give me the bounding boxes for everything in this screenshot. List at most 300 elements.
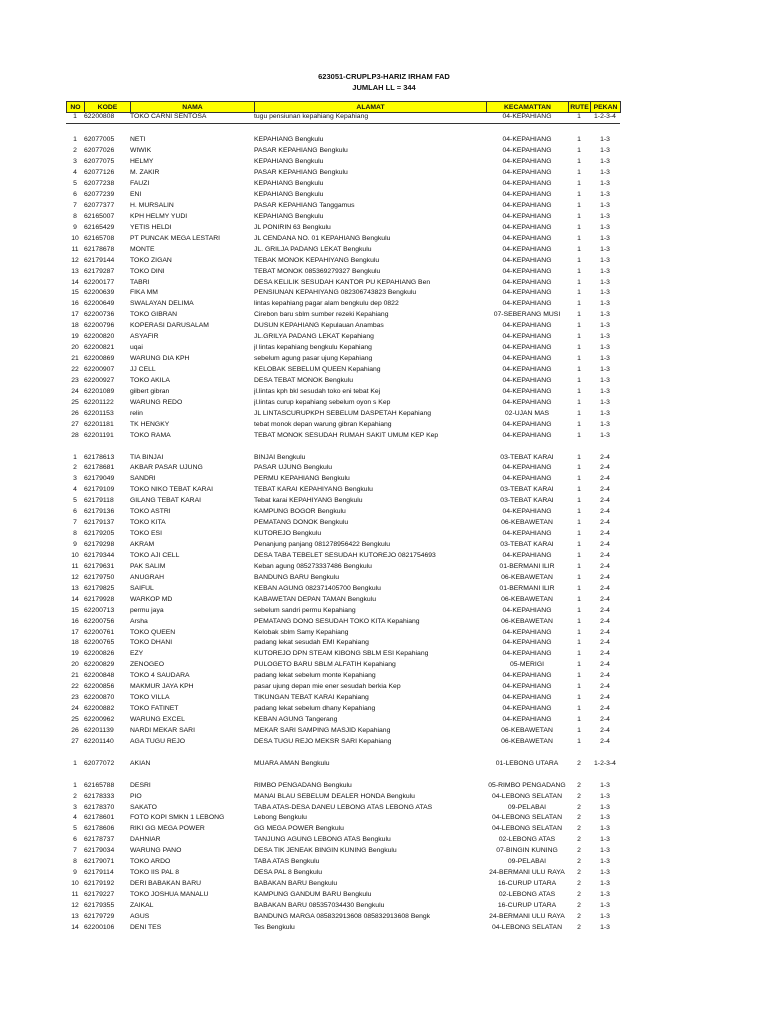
cell-pekan: 1-3 <box>600 256 610 264</box>
table-row <box>66 802 620 813</box>
cell-no: 17 <box>71 628 79 636</box>
cell-rute: 1 <box>577 256 581 264</box>
cell-pekan: 1-3 <box>600 912 610 920</box>
cell-pekan: 2-4 <box>600 562 610 570</box>
cell-kode: 62178601 <box>84 814 115 822</box>
table-row <box>66 518 620 529</box>
cell-pekan: 1-3 <box>600 169 610 177</box>
cell-pekan <box>590 441 620 452</box>
cell-nama: NETI <box>130 136 146 144</box>
cell-rute: 1 <box>577 475 581 483</box>
cell-rute: 1 <box>577 212 581 220</box>
cell-no: 23 <box>71 376 79 384</box>
cell-alamat: DUSUN KEPAHIANG Kepulauan Anambas <box>254 322 384 330</box>
cell-kecamatan <box>486 769 568 780</box>
cell-alamat: PASAR KEPAHIANG Bengkulu <box>254 169 348 177</box>
document-title: 623051-CRUPLP3-HARIZ IRHAM FAD <box>318 72 450 81</box>
cell-nama <box>130 123 254 134</box>
cell-rute: 2 <box>577 923 581 931</box>
table-row <box>66 758 620 769</box>
cell-kode: 62179205 <box>84 530 115 538</box>
cell-kecamatan: 04-KEPAHIANG <box>502 387 552 395</box>
cell-nama: TOKO DINI <box>130 267 165 275</box>
cell-kecamatan: 04-KEPAHIANG <box>502 158 552 166</box>
table-row <box>66 660 620 671</box>
cell-nama: JJ CELL <box>130 366 156 374</box>
cell-kode <box>84 123 130 134</box>
cell-nama: SANDRI <box>130 475 156 483</box>
cell-kode: 62201122 <box>84 398 114 406</box>
cell-no <box>66 769 84 780</box>
cell-pekan: 2-4 <box>600 606 610 614</box>
cell-kode: 62077239 <box>84 191 115 199</box>
cell-kode: 62178678 <box>84 245 115 253</box>
cell-alamat: Kelobak sblm Samy Kepahiang <box>254 628 349 636</box>
cell-kode: 62179227 <box>84 891 115 899</box>
cell-pekan: 1-3 <box>600 278 610 286</box>
cell-alamat: TABA ATAS Bengkulu <box>254 858 320 866</box>
cell-no: 11 <box>71 891 79 899</box>
table-row <box>66 211 620 222</box>
cell-kecamatan: 04-KEPAHIANG <box>502 267 552 275</box>
cell-nama: TOKO VILLA <box>130 694 170 702</box>
cell-kode: 62178333 <box>84 792 115 800</box>
cell-rute: 1 <box>577 672 581 680</box>
cell-nama: WARUNG REDO <box>130 398 183 406</box>
cell-kecamatan: 06-KEBAWETAN <box>501 595 553 603</box>
cell-nama: EZY <box>130 650 144 658</box>
cell-pekan: 2-4 <box>600 584 610 592</box>
header-kode: KODE <box>85 102 131 113</box>
cell-pekan: 2-4 <box>600 508 610 516</box>
cell-kode: 62178370 <box>84 803 115 811</box>
cell-no: 20 <box>71 344 79 352</box>
cell-kecamatan: 06-KEBAWETAN <box>501 737 553 745</box>
table-row <box>66 277 620 288</box>
table-row <box>66 179 620 190</box>
table-row <box>66 343 620 354</box>
cell-alamat: KAMPUNG GANDUM BARU Bengkulu <box>254 891 372 899</box>
cell-no <box>66 123 84 134</box>
cell-kode: 62201153 <box>84 409 114 417</box>
cell-pekan: 2-4 <box>600 464 610 472</box>
cell-no: 21 <box>71 672 79 680</box>
cell-kecamatan: 04-KEPAHIANG <box>502 322 552 330</box>
cell-nama: RIKI GG MEGA POWER <box>130 825 205 833</box>
table-row <box>66 813 620 824</box>
customer-table <box>66 112 620 933</box>
table-row <box>66 671 620 682</box>
cell-kecamatan: 04-KEPAHIANG <box>502 683 552 691</box>
cell-kode: 62179136 <box>84 508 115 516</box>
cell-kecamatan: 04-KEPAHIANG <box>502 147 552 155</box>
cell-kecamatan: 04-KEPAHIANG <box>502 169 552 177</box>
cell-no: 2 <box>73 792 77 800</box>
cell-alamat <box>254 769 486 780</box>
table-row <box>66 354 620 365</box>
cell-kecamatan: 04-KEPAHIANG <box>502 672 552 680</box>
cell-kode: 62201139 <box>84 726 114 734</box>
cell-pekan: 1-3 <box>600 289 610 297</box>
cell-alamat: TABA ATAS-DESA DANEU LEBONG ATAS LEBONG ATAS <box>254 803 433 811</box>
cell-no: 20 <box>71 661 79 669</box>
cell-pekan: 2-4 <box>600 573 610 581</box>
cell-kecamatan: 03-TEBAT KARAI <box>500 497 554 505</box>
cell-pekan: 1-3 <box>600 158 610 166</box>
cell-pekan: 1-3 <box>600 825 610 833</box>
cell-rute: 1 <box>577 705 581 713</box>
cell-alamat: BANDUNG BARU Bengkulu <box>254 573 339 581</box>
header-rute: RUTE <box>570 103 589 111</box>
table-row <box>66 507 620 518</box>
table-row <box>66 627 620 638</box>
cell-kecamatan: 04-LEBONG SELATAN <box>491 814 562 822</box>
cell-alamat: KEPAHIANG Bengkulu <box>254 191 324 199</box>
cell-pekan: 1-3 <box>600 398 610 406</box>
table-row <box>66 857 620 868</box>
cell-rute: 2 <box>577 836 581 844</box>
table-row <box>66 901 620 912</box>
cell-alamat: BANDUNG MARGA 085832913608 085832913608 Bengk <box>254 912 431 920</box>
table-row <box>66 190 620 201</box>
cell-alamat: Tebat karai KEPAHIYANG Bengkulu <box>254 497 363 505</box>
cell-nama: TK HENGKY <box>130 420 170 428</box>
cell-pekan: 2-4 <box>600 694 610 702</box>
cell-pekan: 1-3 <box>600 923 610 931</box>
cell-no: 8 <box>73 858 77 866</box>
cell-nama: ENI <box>130 191 142 199</box>
cell-rute <box>568 769 590 780</box>
cell-alamat: lintas kepahiang pagar alam bengkulu dep 0822 <box>254 300 399 308</box>
cell-kecamatan: 05-MERIGI <box>510 661 544 669</box>
cell-alamat: JL CENDANA NO. 01 KEPAHIANG Bengkulu <box>254 234 391 242</box>
cell-alamat: Tes Bengkulu <box>254 923 295 931</box>
cell-kode: 62179144 <box>84 256 115 264</box>
cell-nama: TOKO ASTRI <box>130 508 171 516</box>
cell-rute: 1 <box>577 716 581 724</box>
cell-rute: 2 <box>577 792 581 800</box>
cell-rute: 1 <box>577 311 581 319</box>
cell-nama: TIA BINJAI <box>130 453 164 461</box>
cell-nama: Arsha <box>130 617 148 625</box>
cell-no: 6 <box>73 836 77 844</box>
cell-rute <box>568 747 590 758</box>
cell-kode: 62179298 <box>84 541 115 549</box>
cell-nama: TOKO QUEEN <box>130 628 176 636</box>
cell-kecamatan: 03-TEBAT KARAI <box>500 541 554 549</box>
cell-nama: MAKMUR JAYA KPH <box>130 683 194 691</box>
cell-alamat: GG MEGA POWER Bengkulu <box>254 825 344 833</box>
cell-kecamatan: 03-TEBAT KARAI <box>500 453 554 461</box>
cell-kecamatan: 06-KEBAWETAN <box>501 726 553 734</box>
cell-alamat: sebelum agung pasar ujung Kepahiang <box>254 355 373 363</box>
cell-rute <box>568 123 590 134</box>
cell-pekan: 2-4 <box>600 551 610 559</box>
cell-alamat: jl lintas kepahiang bengkulu Kepahiang <box>254 344 372 352</box>
cell-no: 4 <box>73 814 77 822</box>
cell-kode: 62200821 <box>84 344 115 352</box>
cell-pekan: 2-4 <box>600 628 610 636</box>
table-row <box>66 879 620 890</box>
cell-no: 1 <box>73 136 77 144</box>
cell-kode: 62200848 <box>84 672 115 680</box>
cell-alamat: JL.GRILYA PADANG LEKAT Kepahiang <box>254 333 374 341</box>
cell-alamat: KABAWETAN DEPAN TAMAN Bengkulu <box>254 595 377 603</box>
cell-pekan: 1-3 <box>600 880 610 888</box>
cell-rute: 1 <box>577 639 581 647</box>
cell-kode: 62200761 <box>84 628 115 636</box>
cell-rute: 1 <box>577 136 581 144</box>
table-row <box>66 890 620 901</box>
cell-no: 27 <box>71 420 79 428</box>
cell-alamat: JL. GRILJA PADANG LEKAT Bengkulu <box>254 245 372 253</box>
cell-no: 1 <box>73 453 77 461</box>
cell-kecamatan: 04-KEPAHIANG <box>502 464 552 472</box>
cell-no: 2 <box>73 464 77 472</box>
cell-pekan: 2-4 <box>600 683 610 691</box>
cell-rute: 1 <box>577 355 581 363</box>
cell-kode: 62200808 <box>84 112 130 123</box>
cell-alamat: pasar ujung depan mie ener sesudah berkia Kep <box>254 683 401 691</box>
cell-kode: 62200962 <box>84 716 115 724</box>
cell-no: 9 <box>73 869 77 877</box>
cell-nama: AKIAN <box>130 759 151 767</box>
cell-no: 12 <box>71 256 79 264</box>
cell-pekan: 2-4 <box>600 650 610 658</box>
cell-pekan: 1-3 <box>600 267 610 275</box>
cell-pekan: 1-3 <box>600 223 610 231</box>
cell-alamat: TEBAK MONOK KEPAHIYANG Bengkulu <box>254 256 380 264</box>
cell-kecamatan: 04-KEPAHIANG <box>502 705 552 713</box>
cell-nama: gilbert gibran <box>130 387 170 395</box>
cell-rute: 2 <box>577 825 581 833</box>
table-row <box>66 123 620 134</box>
table-row <box>66 157 620 168</box>
cell-pekan: 1-3 <box>600 803 610 811</box>
cell-nama: ANUGRAH <box>130 573 164 581</box>
cell-rute: 1 <box>577 201 581 209</box>
cell-no: 6 <box>73 508 77 516</box>
cell-alamat: TIKUNGAN TEBAT KARAI Kepahiang <box>254 694 369 702</box>
cell-kode: 62179287 <box>84 267 115 275</box>
cell-rute: 1 <box>577 617 581 625</box>
cell-alamat: padang lekat sesudah EMI Kepahiang <box>254 639 369 647</box>
cell-no: 22 <box>71 366 79 374</box>
cell-no: 12 <box>71 901 79 909</box>
cell-kode: 62179729 <box>84 912 115 920</box>
cell-kode: 62201089 <box>84 387 115 395</box>
cell-pekan: 1-3 <box>600 201 610 209</box>
cell-alamat: BINJAI Bengkulu <box>254 453 306 461</box>
cell-alamat: tebat monok depan warung gibran Kepahiang <box>254 420 392 428</box>
cell-rute: 1 <box>577 376 581 384</box>
cell-pekan: 1-3 <box>600 431 610 439</box>
header-no: NO <box>67 102 85 113</box>
cell-no: 13 <box>71 267 79 275</box>
cell-kode <box>84 747 130 758</box>
cell-kecamatan <box>486 123 568 134</box>
cell-rute: 1 <box>577 191 581 199</box>
cell-pekan: 1-3 <box>600 836 610 844</box>
cell-kecamatan: 04-KEPAHIANG <box>502 180 552 188</box>
cell-kode: 62165788 <box>84 781 115 789</box>
cell-pekan: 1-3 <box>600 814 610 822</box>
cell-nama: TOKO NIKO TEBAT KARAI <box>130 486 213 494</box>
cell-nama: DENI TES <box>130 923 162 931</box>
cell-nama: TOKO AKILA <box>130 376 170 384</box>
cell-kode: 62077377 <box>84 201 115 209</box>
cell-alamat: TEBAT MONOK 085369279327 Bengkulu <box>254 267 381 275</box>
cell-nama: H. MURSALIN <box>130 201 174 209</box>
cell-pekan: 2-4 <box>600 530 610 538</box>
cell-pekan: 2-4 <box>600 716 610 724</box>
cell-kode: 62200639 <box>84 289 115 297</box>
cell-rute: 1 <box>577 180 581 188</box>
cell-kecamatan: 04-KEPAHIANG <box>502 650 552 658</box>
cell-kode: 62179928 <box>84 595 115 603</box>
cell-no: 21 <box>71 355 79 363</box>
cell-kecamatan: 02-LEBONG ATAS <box>498 836 556 844</box>
cell-nama: TOKO 4 SAUDARA <box>130 672 190 680</box>
cell-pekan: 1-3 <box>600 234 610 242</box>
cell-alamat: DESA TEBAT MONOK Bengkulu <box>254 376 353 384</box>
cell-nama: SAIFUL <box>130 584 154 592</box>
cell-no: 3 <box>73 803 77 811</box>
table-row <box>66 408 620 419</box>
cell-alamat: KEBAN AGUNG Tangerang <box>254 716 338 724</box>
cell-kode: 62179034 <box>84 847 115 855</box>
cell-kecamatan: 01-BERMANI ILIR <box>499 562 555 570</box>
cell-no: 10 <box>71 880 79 888</box>
table-row <box>66 726 620 737</box>
cell-nama: TOKO FATINET <box>130 705 179 713</box>
cell-kode: 62179750 <box>84 573 115 581</box>
cell-no: 4 <box>73 169 77 177</box>
cell-nama: uqai <box>130 344 143 352</box>
cell-nama: TOKO CARNI SENTOSA <box>130 112 254 123</box>
cell-nama: FAUZI <box>130 180 150 188</box>
cell-pekan: 2-4 <box>600 737 610 745</box>
cell-rute: 1 <box>577 398 581 406</box>
table-row <box>66 715 620 726</box>
cell-rute: 1 <box>577 267 581 275</box>
cell-rute: 1 <box>577 344 581 352</box>
cell-no: 7 <box>73 201 77 209</box>
cell-no: 18 <box>71 322 79 330</box>
cell-alamat: RIMBO PENGADANG Bengkulu <box>254 781 352 789</box>
cell-alamat: MEKAR SARI SAMPING MASJID Kepahiang <box>254 726 391 734</box>
cell-kecamatan: 04-KEPAHIANG <box>502 606 552 614</box>
cell-nama: TOKO AJI CELL <box>130 551 180 559</box>
cell-alamat: PASAR KEPAHIANG Bengkulu <box>254 147 348 155</box>
cell-alamat: KEPAHIANG Bengkulu <box>254 136 324 144</box>
cell-pekan: 1-3 <box>600 212 610 220</box>
cell-no: 25 <box>71 398 79 406</box>
cell-pekan: 2-4 <box>600 486 610 494</box>
table-row <box>66 244 620 255</box>
cell-kecamatan: 04-KEPAHIANG <box>502 136 552 144</box>
cell-kode: 62200713 <box>84 606 115 614</box>
cell-nama: DAHNIAR <box>130 836 161 844</box>
cell-alamat: PENSIUNAN KEPAHIYANG 082306743823 Bengkulu <box>254 289 417 297</box>
cell-kecamatan: 04-KEPAHIANG <box>502 376 552 384</box>
cell-rute: 1 <box>577 661 581 669</box>
cell-alamat: Cirebon baru sblm sumber rezeki Kepahiang <box>254 311 389 319</box>
cell-nama: permu jaya <box>130 606 164 614</box>
table-row <box>66 321 620 332</box>
cell-pekan: 1-3 <box>600 322 610 330</box>
cell-nama: AKRAM <box>130 541 155 549</box>
cell-alamat: padang lekat sebelum dhany Kepahiang <box>254 705 376 713</box>
table-row <box>66 747 620 758</box>
cell-kecamatan: 04-KEPAHIANG <box>502 366 552 374</box>
cell-nama: AGUS <box>130 912 150 920</box>
cell-no: 12 <box>71 573 79 581</box>
cell-kecamatan: 01-BERMANI ILIR <box>499 584 555 592</box>
cell-alamat: KEPAHIANG Bengkulu <box>254 212 324 220</box>
cell-pekan: 1-3 <box>600 891 610 899</box>
cell-pekan: 2-4 <box>600 672 610 680</box>
cell-kecamatan: 04-KEPAHIANG <box>502 333 552 341</box>
cell-alamat: tugu pensiunan kepahiang Kepahiang <box>254 112 486 123</box>
cell-kecamatan: 06-KEBAWETAN <box>501 573 553 581</box>
cell-kecamatan: 04-KEPAHIANG <box>486 112 568 123</box>
cell-kecamatan: 04-KEPAHIANG <box>502 355 552 363</box>
cell-kode: 62165429 <box>84 223 115 231</box>
cell-kecamatan: 04-KEPAHIANG <box>502 551 552 559</box>
cell-nama: ZAIKAL <box>130 901 154 909</box>
cell-alamat: KELOBAK SEBELUM QUEEN Kepahiang <box>254 366 381 374</box>
cell-kecamatan: 04-KEPAHIANG <box>502 256 552 264</box>
cell-pekan: 1-3 <box>600 180 610 188</box>
table-row <box>66 485 620 496</box>
table-row <box>66 233 620 244</box>
cell-pekan: 1-3 <box>600 409 610 417</box>
table-row <box>66 463 620 474</box>
cell-nama: TOKO ARDO <box>130 858 171 866</box>
cell-alamat: PASAR KEPAHIANG Tanggamus <box>254 201 355 209</box>
table-row <box>66 561 620 572</box>
table-row <box>66 288 620 299</box>
cell-alamat <box>254 747 486 758</box>
cell-rute: 1 <box>568 112 590 123</box>
cell-no: 5 <box>73 825 77 833</box>
cell-no <box>66 441 84 452</box>
cell-no: 6 <box>73 191 77 199</box>
table-row <box>66 911 620 922</box>
cell-rute: 1 <box>577 289 581 297</box>
cell-kode: 62179049 <box>84 475 115 483</box>
cell-alamat: KEPAHIANG Bengkulu <box>254 180 324 188</box>
cell-rute: 1 <box>577 453 581 461</box>
cell-kecamatan: 04-KEPAHIANG <box>502 234 552 242</box>
cell-kecamatan: 04-KEPAHIANG <box>502 289 552 297</box>
cell-rute: 1 <box>577 694 581 702</box>
cell-no: 5 <box>73 180 77 188</box>
table-row <box>66 868 620 879</box>
cell-kode: 62200736 <box>84 311 115 319</box>
cell-kode: 62179114 <box>84 869 114 877</box>
table-row <box>66 540 620 551</box>
cell-rute: 2 <box>577 847 581 855</box>
cell-pekan: 1-3 <box>600 901 610 909</box>
cell-nama: PT PUNCAK MEGA LESTARI <box>130 234 221 242</box>
cell-rute: 1 <box>577 508 581 516</box>
cell-kode: 62077072 <box>84 759 115 767</box>
cell-pekan: 1-2-3-4 <box>594 759 616 767</box>
table-row <box>66 310 620 321</box>
table-row <box>66 791 620 802</box>
